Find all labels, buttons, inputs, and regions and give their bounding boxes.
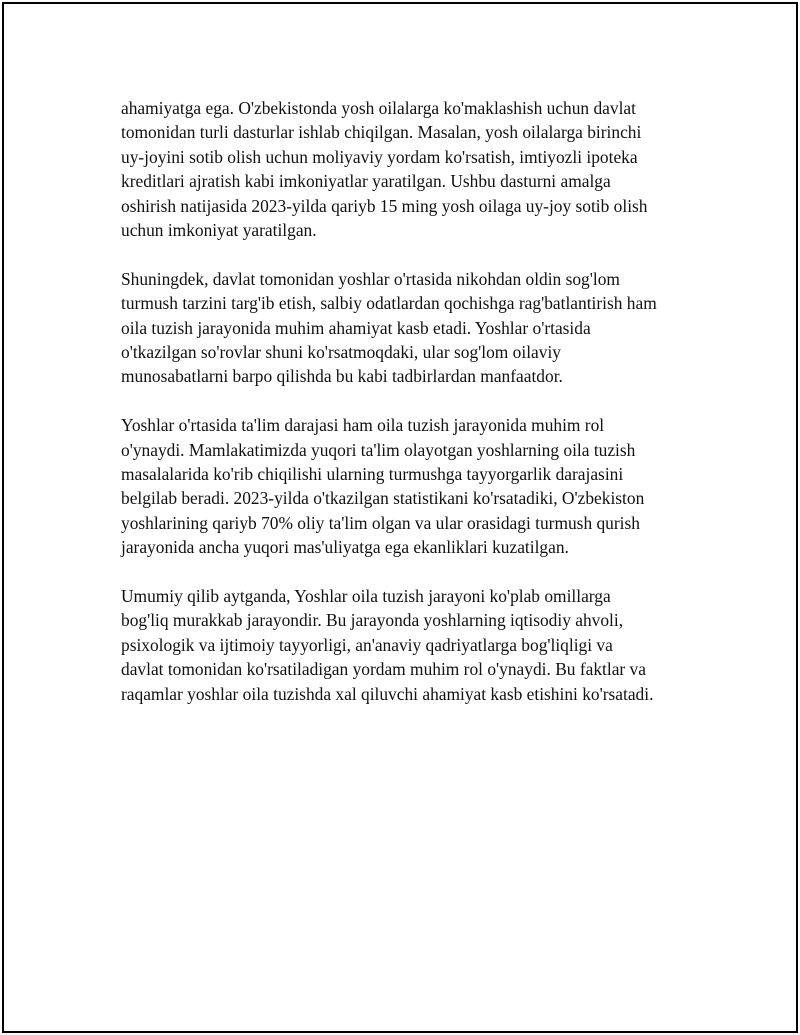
text-line: turmush tarzini targ'ib etish, salbiy odatlardan qochishga rag'batlantirish ham bbox=[121, 293, 657, 314]
text-line: oshirish natijasida 2023-yilda qariyb 15 ming yosh oilaga uy-joy sotib olish bbox=[121, 195, 648, 216]
text-line: Shuningdek, davlat tomonidan yoshlar o'rtasida nikohdan oldin sog'lom bbox=[121, 268, 620, 289]
text-line: belgilab beradi. 2023-yilda o'tkazilgan statistikani ko'rsatadiki, O'zbekiston bbox=[121, 488, 645, 509]
text-line: bog'liq murakkab jarayondir. Bu jarayonda yoshlarning iqtisodiy ahvoli, bbox=[121, 610, 624, 631]
text-line: uy-joyini sotib olish uchun moliyaviy yordam ko'rsatish, imtiyozli ipoteka bbox=[121, 146, 638, 167]
text-line: raqamlar yoshlar oila tuzishda xal qiluvchi ahamiyat kasb etishini ko'rsatadi. bbox=[121, 683, 654, 704]
paragraph-2 bbox=[121, 267, 701, 389]
document-page bbox=[2, 2, 798, 1033]
text-line: uchun imkoniyat yaratilgan. bbox=[121, 220, 317, 241]
text-line: ahamiyatga ega. O'zbekistonda yosh oilalarga ko'maklashish uchun davlat bbox=[121, 98, 636, 118]
text-line: o'ynaydi. Mamlakatimizda yuqori ta'lim olayotgan yoshlarning oila tuzish bbox=[121, 439, 636, 460]
paragraph-1 bbox=[121, 96, 701, 242]
text-line: masalalarida ko'rib chiqilishi ularning turmushga tayyorgarlik darajasini bbox=[121, 464, 624, 485]
text-line: tomonidan turli dasturlar ishlab chiqilgan. Masalan, yosh oilalarga birinchi bbox=[121, 122, 642, 143]
text-line: Umumiy qilib aytganda, Yoshlar oila tuzish jarayoni ko'plab omillarga bbox=[121, 586, 611, 607]
text-line: o'tkazilgan so'rovlar shuni ko'rsatmoqdaki, ular sog'lom oilaviy bbox=[121, 342, 561, 363]
text-line: jarayonida ancha yuqori mas'uliyatga ega ekanliklari kuzatilgan. bbox=[121, 537, 569, 558]
text-line: davlat tomonidan ko'rsatiladigan yordam muhim rol o'ynaydi. Bu faktlar va bbox=[121, 659, 646, 680]
text-line: munosabatlarni barpo qilishda bu kabi tadbirlardan manfaatdor. bbox=[121, 366, 563, 387]
document-body bbox=[121, 96, 701, 731]
text-line: Yoshlar o'rtasida ta'lim darajasi ham oila tuzish jarayonida muhim rol bbox=[121, 415, 605, 436]
paragraph-4 bbox=[121, 584, 701, 706]
text-line: yoshlarining qariyb 70% oliy ta'lim olgan va ular orasidagi turmush qurish bbox=[121, 512, 640, 533]
paragraph-3 bbox=[121, 413, 701, 559]
text-line: oila tuzish jarayonida muhim ahamiyat kasb etadi. Yoshlar o'rtasida bbox=[121, 317, 591, 338]
text-line: psixologik va ijtimoiy tayyorligi, an'anaviy qadriyatlarga bog'liqligi va bbox=[121, 634, 613, 655]
text-line: kreditlari ajratish kabi imkoniyatlar yaratilgan. Ushbu dasturni amalga bbox=[121, 171, 611, 192]
